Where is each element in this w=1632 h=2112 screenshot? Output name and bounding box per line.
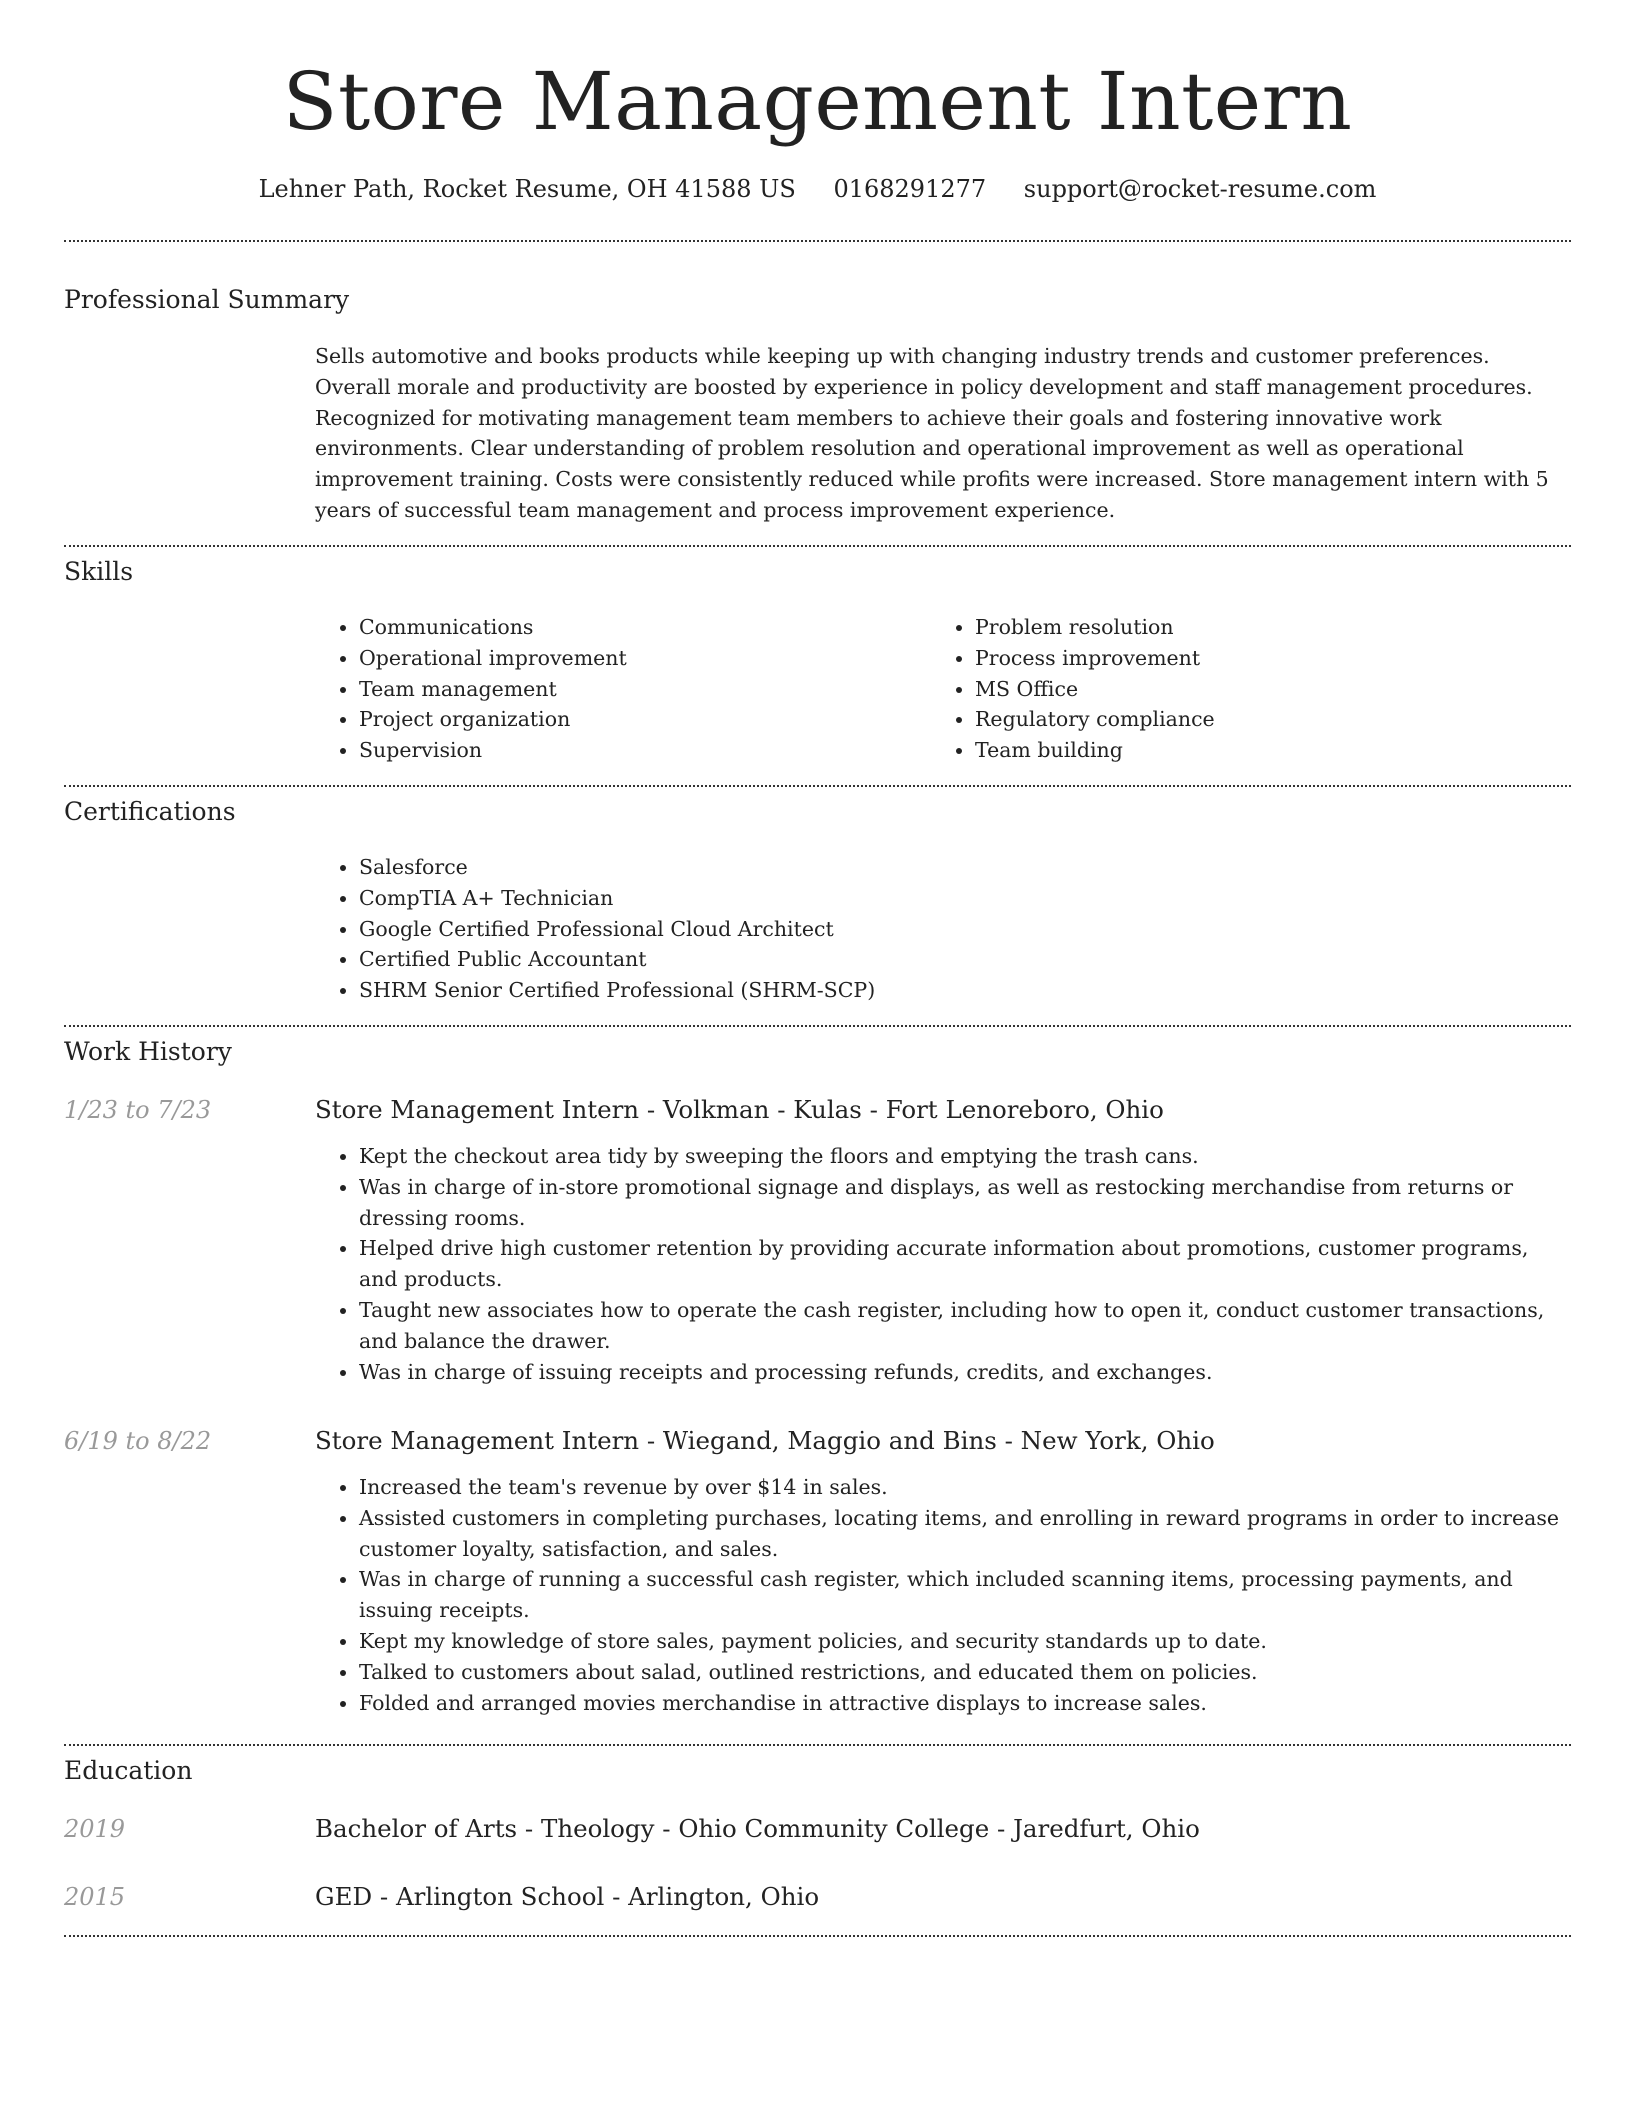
work-history-heading: Work History bbox=[64, 1037, 232, 1066]
resume-name: Store Management Intern bbox=[282, 55, 1353, 148]
skill-item: • Team building bbox=[975, 735, 1575, 766]
divider bbox=[64, 1744, 1571, 1746]
job-dates: 6/19 to 8/22 bbox=[64, 1427, 212, 1455]
divider bbox=[64, 1025, 1571, 1027]
summary-heading: Professional Summary bbox=[64, 285, 350, 314]
skills-block bbox=[315, 612, 1565, 772]
summary-block bbox=[315, 341, 1565, 526]
skills-list-left bbox=[315, 612, 959, 766]
summary-text: Sells automotive and books products while keeping up with changing industry trends and customer preferences. Overall morale and productivity are boosted by experience in policy development and staff management procedures. Recognized for motivating management team members to achieve their goals and fostering innovative work environments. Clear understanding of problem resolution and operational improvement as well as operational improvement training. Costs were consistently reduced while profits were increased. Store management intern with 5 years of successful team management and process improvement experience. bbox=[315, 344, 1549, 522]
skills-list-right bbox=[931, 612, 1575, 766]
job-bullet: • Kept the checkout area tidy by sweeping the floors and emptying the trash cans. bbox=[359, 1141, 1565, 1172]
education-entry bbox=[315, 1880, 1565, 1914]
certification-item: • Google Certified Professional Cloud Architect bbox=[359, 914, 1565, 945]
education-year: 2019 bbox=[64, 1815, 126, 1843]
job-bullets bbox=[315, 1472, 1565, 1718]
skill-item: • Process improvement bbox=[975, 643, 1575, 674]
certifications-heading: Certifications bbox=[64, 797, 236, 826]
contact-address: Lehner Path, Rocket Resume, OH 41588 US bbox=[258, 175, 796, 203]
job-dates: 1/23 to 7/23 bbox=[64, 1096, 212, 1124]
job-bullet: • Helped drive high customer retention by providing accurate information about promotions, customer programs, and products. bbox=[359, 1233, 1565, 1295]
job-heading: Store Management Intern - Wiegand, Maggio and Bins - New York, Ohio bbox=[315, 1426, 1215, 1455]
divider bbox=[64, 1935, 1571, 1937]
skill-item: • Operational improvement bbox=[359, 643, 959, 674]
contact-phone: 0168291277 bbox=[833, 175, 987, 203]
skill-item: • Supervision bbox=[359, 735, 959, 766]
education-heading: Education bbox=[64, 1756, 193, 1785]
skill-item: • Communications bbox=[359, 612, 959, 643]
certification-item: • SHRM Senior Certified Professional (SHRM-SCP) bbox=[359, 975, 1565, 1006]
job-bullet: • Was in charge of in-store promotional signage and displays, as well as restocking merchandise from returns or dressing rooms. bbox=[359, 1172, 1565, 1234]
skill-item: • Regulatory compliance bbox=[975, 704, 1575, 735]
certifications-block bbox=[315, 852, 1565, 1006]
job-bullet: • Was in charge of running a successful cash register, which included scanning items, processing payments, and issuing receipts. bbox=[359, 1564, 1565, 1626]
divider bbox=[64, 240, 1571, 242]
job-bullet: • Increased the team's revenue by over $14 in sales. bbox=[359, 1472, 1565, 1503]
education-text: Bachelor of Arts - Theology - Ohio Community College - Jaredfurt, Ohio bbox=[315, 1814, 1200, 1843]
job-bullet: • Talked to customers about salad, outlined restrictions, and educated them on policies. bbox=[359, 1657, 1565, 1688]
skill-item: • MS Office bbox=[975, 674, 1575, 705]
job-bullet: • Folded and arranged movies merchandise in attractive displays to increase sales. bbox=[359, 1688, 1565, 1719]
education-text: GED - Arlington School - Arlington, Ohio bbox=[315, 1882, 820, 1911]
certifications-list bbox=[315, 852, 1565, 1006]
certification-item: • CompTIA A+ Technician bbox=[359, 883, 1565, 914]
education-year: 2015 bbox=[64, 1883, 126, 1911]
divider bbox=[64, 545, 1571, 547]
certification-item: • Certified Public Accountant bbox=[359, 944, 1565, 975]
job-bullet: • Taught new associates how to operate the cash register, including how to open it, conduct customer transactions, and balance the drawer. bbox=[359, 1295, 1565, 1357]
job-entry bbox=[315, 1424, 1565, 1718]
education-entry bbox=[315, 1812, 1565, 1846]
skills-heading: Skills bbox=[64, 557, 134, 586]
contact-line bbox=[64, 172, 1571, 206]
job-entry bbox=[315, 1093, 1565, 1387]
job-heading: Store Management Intern - Volkman - Kulas - Fort Lenoreboro, Ohio bbox=[315, 1095, 1164, 1124]
skill-item: • Project organization bbox=[359, 704, 959, 735]
contact-email: support@rocket-resume.com bbox=[1023, 175, 1377, 203]
skill-item: • Team management bbox=[359, 674, 959, 705]
certification-item: • Salesforce bbox=[359, 852, 1565, 883]
job-bullet: • Assisted customers in completing purchases, locating items, and enrolling in reward programs in order to increase customer loyalty, satisfaction, and sales. bbox=[359, 1503, 1565, 1565]
job-bullet: • Was in charge of issuing receipts and processing refunds, credits, and exchanges. bbox=[359, 1357, 1565, 1388]
skill-item: • Problem resolution bbox=[975, 612, 1575, 643]
job-bullets bbox=[315, 1141, 1565, 1387]
divider bbox=[64, 785, 1571, 787]
job-bullet: • Kept my knowledge of store sales, payment policies, and security standards up to date. bbox=[359, 1626, 1565, 1657]
